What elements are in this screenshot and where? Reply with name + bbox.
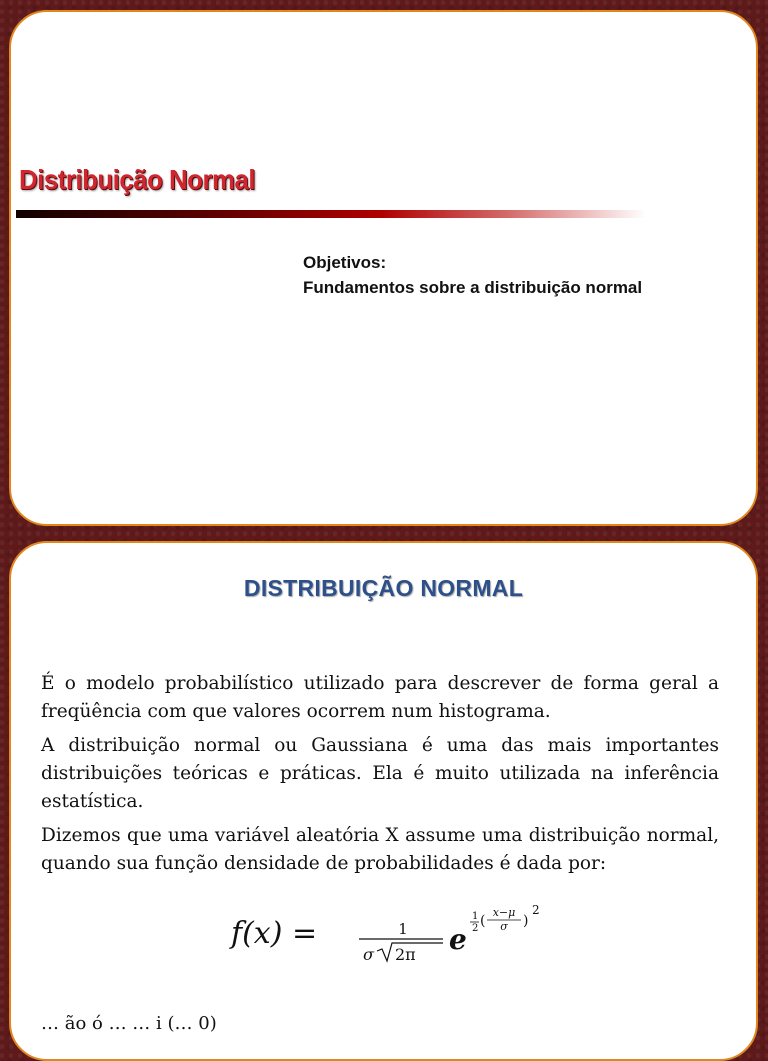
svg-text:(: ( xyxy=(480,913,486,929)
title-underline-rule xyxy=(16,210,646,218)
formula-numerator: 1 xyxy=(398,920,408,938)
slide-2-body xyxy=(41,670,719,884)
slide-1-title: Distribuição Normal xyxy=(19,164,256,195)
formula-power: 2 xyxy=(532,903,540,917)
slide-1 xyxy=(9,10,758,526)
formula-exp-num: 1 xyxy=(472,911,479,922)
formula-inner-num: x−μ xyxy=(492,906,516,919)
paragraph-density: Dizemos que uma variável aleatória X assume uma distribuição normal, quando sua função densidade de probabilidades é dada por: xyxy=(41,825,719,874)
slide-2-title: DISTRIBUIÇÃO NORMAL xyxy=(243,575,524,601)
objectives-text: Fundamentos sobre a distribuição normal xyxy=(303,278,643,297)
svg-text:): ) xyxy=(523,913,529,929)
paragraph-definition: É o modelo probabilístico utilizado para descrever de forma geral a freqüência com que valores ocorrem num histograma. xyxy=(41,673,719,722)
cut-off-text-line: … ão ó … … i (… 0) xyxy=(41,1013,217,1034)
slide-2 xyxy=(9,541,758,1061)
formula-denominator-root: 2π xyxy=(395,945,416,964)
formula-exp-den: 2 xyxy=(472,923,479,934)
objectives-block xyxy=(303,250,642,300)
formula-lhs: f(x) = xyxy=(231,916,318,951)
objectives-label: Objetivos: xyxy=(303,253,387,272)
paragraph-gaussian: A distribuição normal ou Gaussiana é uma das mais importantes distribuições teóricas e práticas. Ela é muito utilizada na inferência estatística. xyxy=(41,735,719,812)
formula-denominator-sigma: σ xyxy=(363,945,374,964)
formula-inner-den: σ xyxy=(500,920,508,933)
formula-base-e: e xyxy=(449,923,467,956)
normal-density-formula xyxy=(221,899,571,969)
